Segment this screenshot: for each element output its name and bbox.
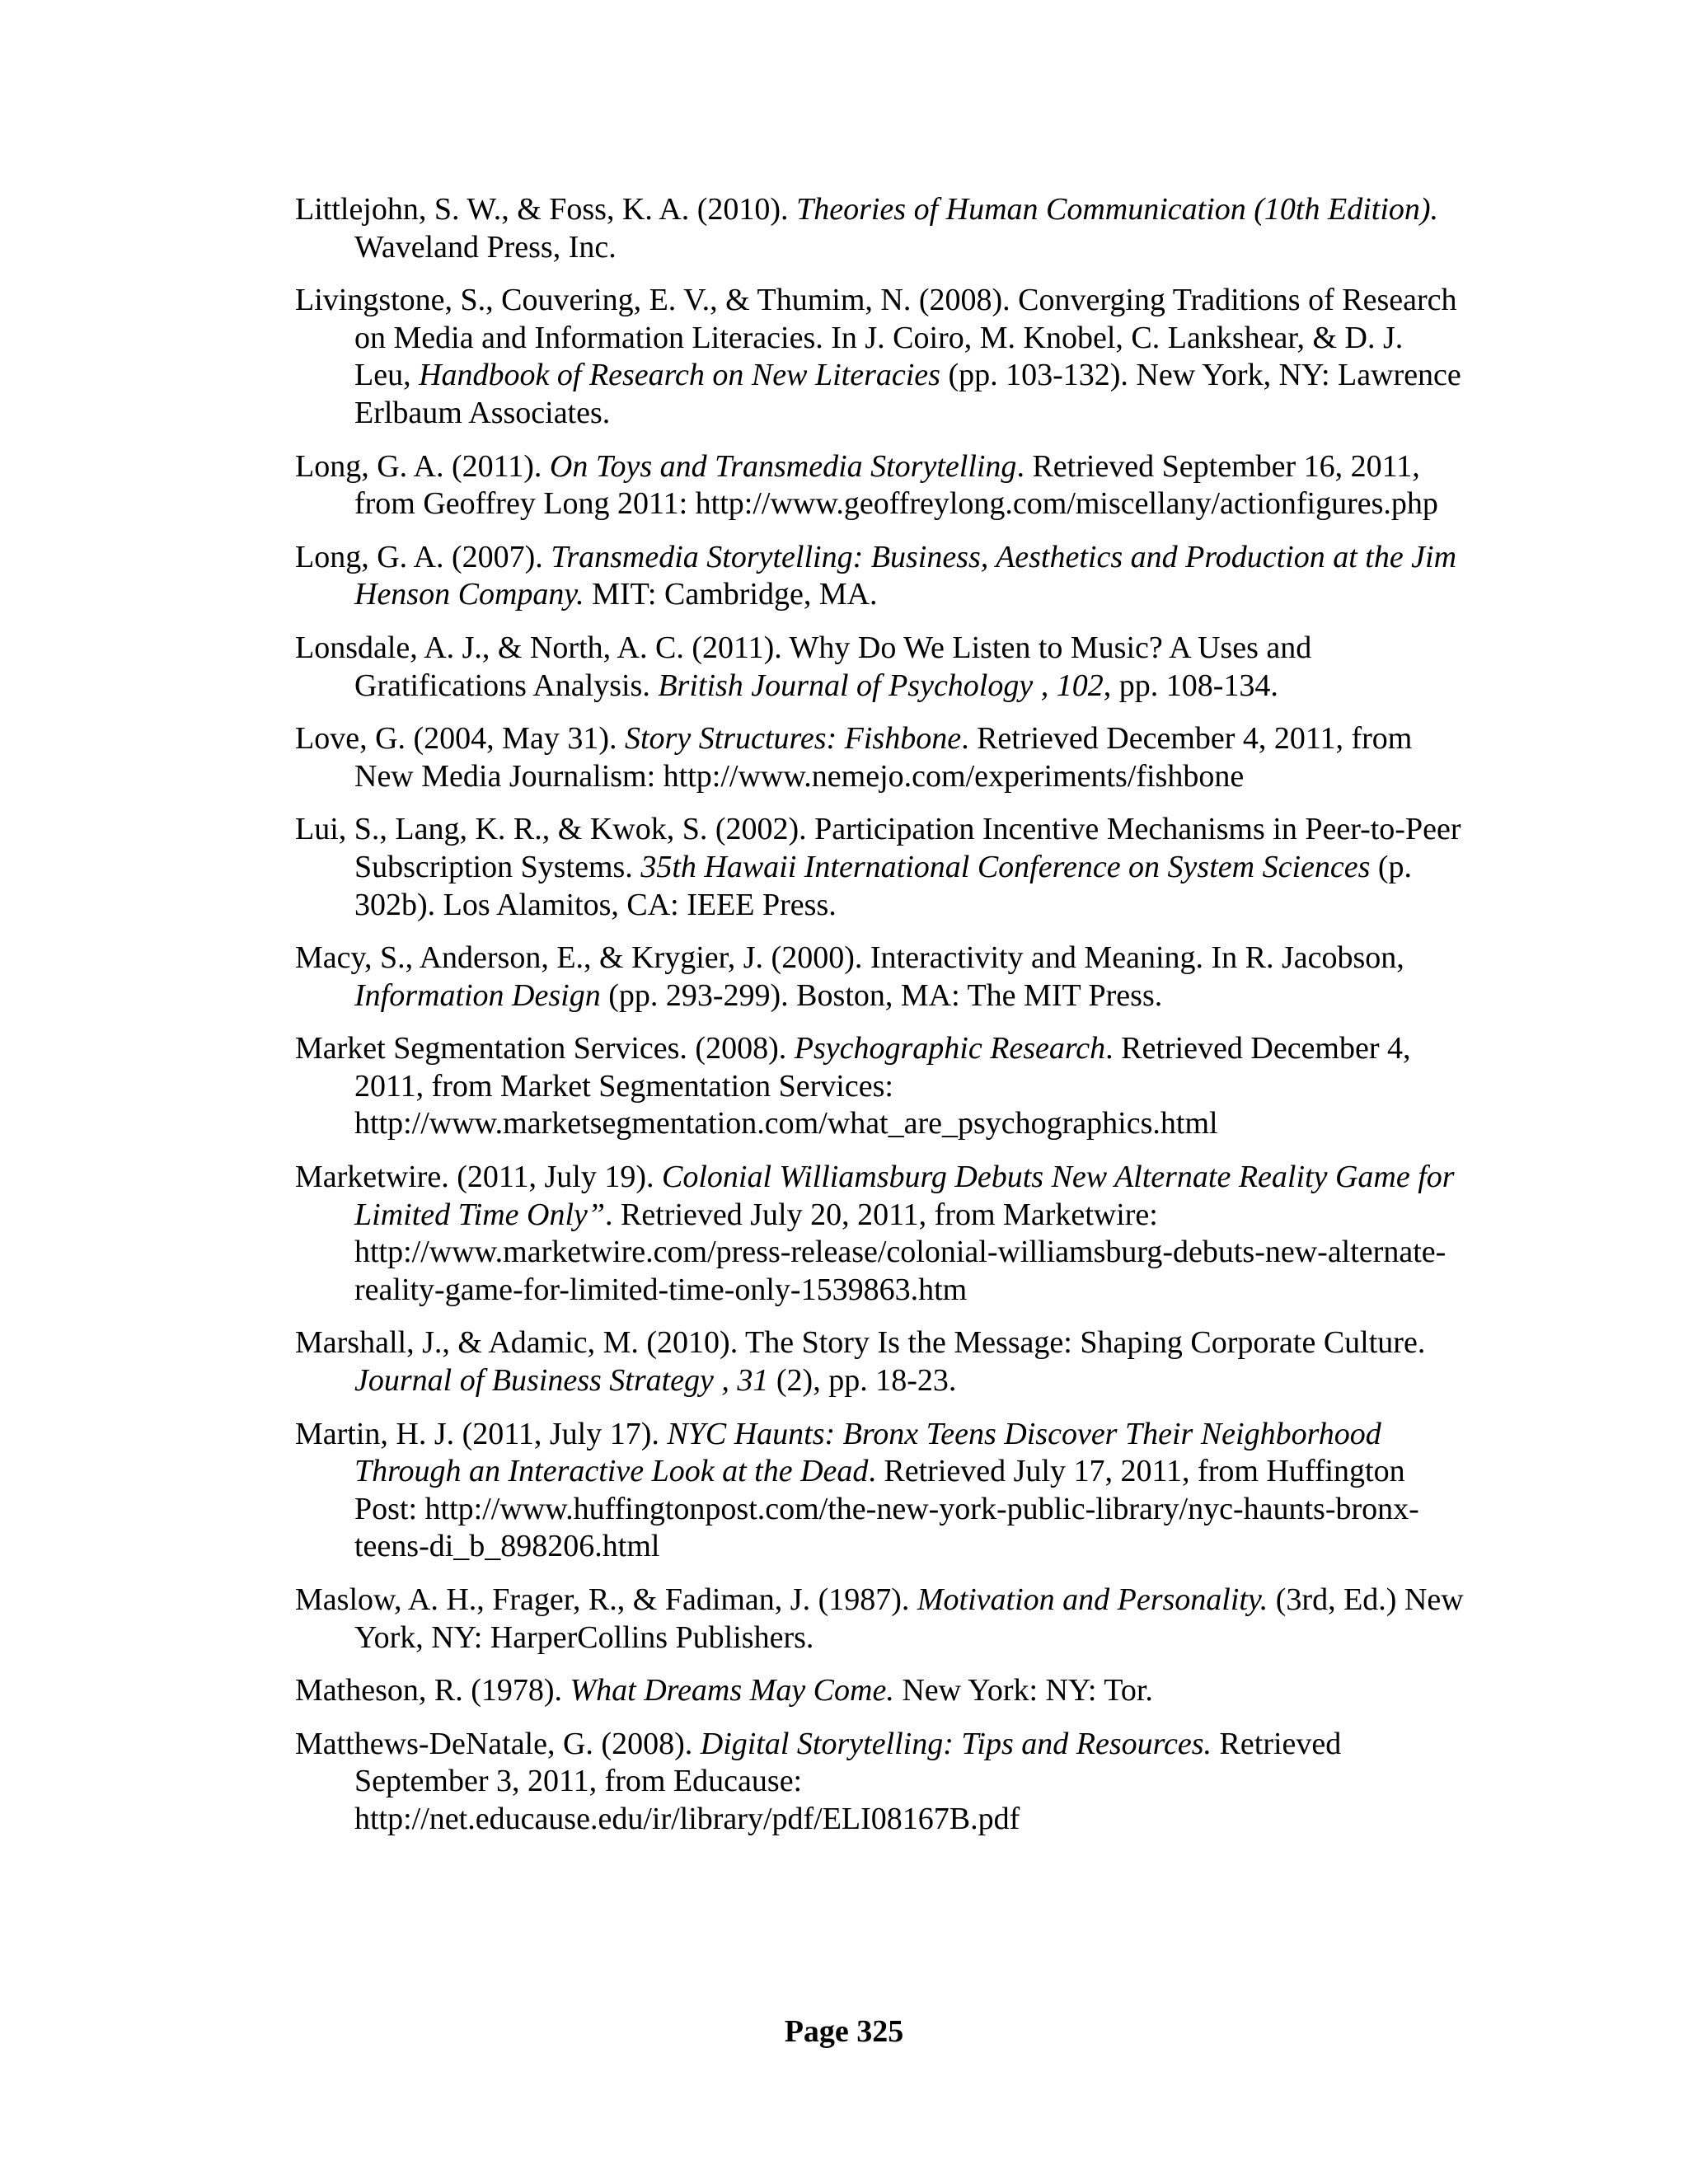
reference-entry (295, 1030, 1465, 1143)
reference-list (295, 191, 1465, 1854)
reference-entry (295, 539, 1465, 614)
reference-entry (295, 1324, 1465, 1399)
reference-title: On Toys and Transmedia Storytelling (549, 448, 1017, 484)
reference-title: British Journal of Psychology , 102 (658, 668, 1104, 703)
reference-title: Digital Storytelling: Tips and Resources. (700, 1726, 1212, 1761)
reference-text: Livingstone, S., Couvering, E. V., & Thumim, N. (2008). Converging Traditions of Research on Media and Information Literacies. In J. Coiro, M. Knobel, C. Lankshear, & D. J. Leu, (295, 283, 1457, 393)
reference-title: 35th Hawaii International Conference on System Sciences (640, 849, 1371, 884)
reference-text: , pp. 108-134. (1103, 668, 1278, 703)
reference-text: New York: NY: Tor. (893, 1673, 1153, 1708)
reference-title: Theories of Human Communication (10th Edition). (796, 192, 1439, 227)
reference-text: Marketwire. (2011, July 19). (295, 1160, 662, 1195)
reference-text: Macy, S., Anderson, E., & Krygier, J. (2000). Interactivity and Meaning. In R. Jacobson, (295, 940, 1404, 976)
reference-text: . Retrieved July 20, 2011, from Marketwire: http://www.marketwire.com/press-release/colonial-williamsburg-debuts-new-alternate-reality-game-for-limited-time-only-1539863.htm (354, 1197, 1447, 1307)
reference-entry (295, 1159, 1465, 1309)
reference-entry (295, 1672, 1465, 1710)
reference-text: Martin, H. J. (2011, July 17). (295, 1416, 668, 1451)
reference-title: Story Structures: Fishbone (624, 721, 962, 757)
reference-text: Marshall, J., & Adamic, M. (2010). The Story Is the Message: Shaping Corporate Culture. (295, 1325, 1426, 1361)
reference-text: Market Segmentation Services. (2008). (295, 1031, 795, 1066)
reference-text: . Retrieved July 17, 2011, from Huffington Post: http://www.huffingtonpost.com/the-new-york-public-library/nyc-haunts-bronx-teens-di_b_898206.html (354, 1454, 1419, 1564)
reference-text: MIT: Cambridge, MA. (584, 577, 878, 612)
reference-entry (295, 940, 1465, 1015)
reference-title: Psychographic Research (794, 1031, 1106, 1066)
reference-text: Lui, S., Lang, K. R., & Kwok, S. (2002). Participation Incentive Mechanisms in Peer-to-Peer Subscription Systems. (295, 812, 1461, 884)
reference-entry (295, 448, 1465, 523)
reference-entry (295, 630, 1465, 705)
reference-entry (295, 811, 1465, 924)
reference-text: Long, G. A. (2011). (295, 448, 550, 484)
reference-title: Motivation and Personality. (917, 1582, 1268, 1617)
reference-text: (p. 302b). Los Alamitos, CA: IEEE Press. (354, 849, 1413, 922)
reference-title: NYC Haunts: Bronx Teens Discover Their Neighborhood Through an Interactive Look at the Dead (354, 1416, 1381, 1489)
reference-text: Maslow, A. H., Frager, R., & Fadiman, J. (1987). (295, 1582, 917, 1617)
reference-title: Handbook of Research on New Literacies (419, 358, 940, 393)
reference-text: (3rd, Ed.) New York, NY: HarperCollins Publishers. (354, 1582, 1464, 1655)
reference-entry (295, 282, 1465, 432)
reference-title: Transmedia Storytelling: Business, Aesthetics and Production at the Jim Henson Company. (354, 539, 1457, 612)
reference-text: . Retrieved December 4, 2011, from New Media Journalism: http://www.nemejo.com/experiments/fishbone (354, 721, 1413, 794)
reference-text: Waveland Press, Inc. (354, 229, 617, 265)
reference-title: Journal of Business Strategy , 31 (354, 1363, 769, 1399)
reference-text: Long, G. A. (2007). (295, 539, 551, 574)
reference-text: Littlejohn, S. W., & Foss, K. A. (2010). (295, 192, 797, 227)
reference-title: Information Design (354, 977, 601, 1013)
reference-text: (2), pp. 18-23. (768, 1363, 957, 1399)
reference-title: What Dreams May Come. (570, 1673, 894, 1708)
reference-text: Lonsdale, A. J., & North, A. C. (2011). Why Do We Listen to Music? A Uses and Gratifications Analysis. (295, 630, 1312, 703)
reference-text: . Retrieved September 16, 2011, from Geoffrey Long 2011: http://www.geoffreylong.com/miscellany/actionfigures.php (354, 448, 1438, 522)
reference-text: Retrieved September 3, 2011, from Educause: http://net.educause.edu/ir/library/pdf/ELI08167B.pdf (354, 1726, 1342, 1836)
reference-entry (295, 1416, 1465, 1566)
page-number: Page 325 (784, 2014, 904, 2049)
reference-text: (pp. 293-299). Boston, MA: The MIT Press. (600, 977, 1163, 1013)
reference-text: (pp. 103-132). New York, NY: Lawrence Erlbaum Associates. (354, 358, 1461, 430)
reference-text: . Retrieved December 4, 2011, from Market Segmentation Services: http://www.marketsegmentation.com/what_are_psychographics.html (354, 1031, 1411, 1141)
reference-entry (295, 1582, 1465, 1657)
reference-text: Matheson, R. (1978). (295, 1673, 570, 1708)
reference-title: Colonial Williamsburg Debuts New Alternate Reality Game for Limited Time Only” (354, 1160, 1455, 1232)
reference-entry (295, 191, 1465, 266)
reference-text: Matthews-DeNatale, G. (2008). (295, 1726, 701, 1761)
reference-entry (295, 720, 1465, 795)
reference-text: Love, G. (2004, May 31). (295, 721, 625, 757)
reference-entry (295, 1726, 1465, 1839)
